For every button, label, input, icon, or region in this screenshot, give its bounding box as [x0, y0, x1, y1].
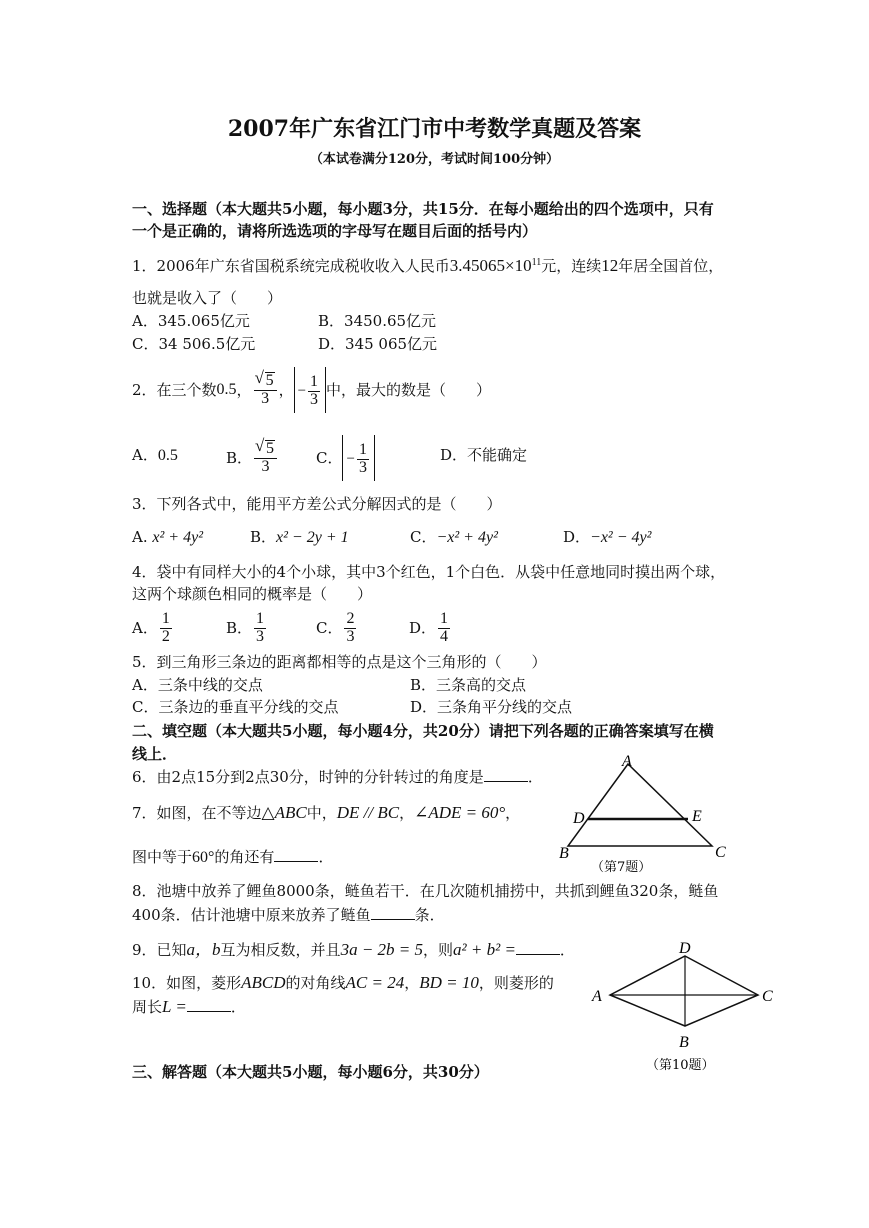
q2-option-c — [316, 432, 375, 484]
q5-option-d: D．三条角平分线的交点 — [410, 698, 573, 716]
q2-sqrt5-over-3 — [254, 372, 277, 408]
label-b: B — [679, 1034, 689, 1051]
q9-equation: 3a − 2b = 5 — [340, 940, 424, 959]
q2-minus: − — [297, 383, 307, 399]
label-e: E — [692, 808, 702, 825]
q2-stem — [132, 364, 491, 416]
section3-heading: 三、解答题（本大题共5小题，每小题6分，共30分） — [132, 1063, 489, 1081]
figure-10-caption: （第10题） — [646, 1058, 715, 1073]
q3-option-d — [563, 528, 651, 547]
q2-abs-numerator: 1 — [310, 372, 319, 390]
q10-bd: BD = 10 — [419, 973, 479, 992]
q4-option-c-den: 3 — [346, 627, 355, 645]
page-subtitle: （本试卷满分120分，考试时间100分钟） — [309, 152, 560, 167]
triangle-abc — [568, 764, 712, 846]
q2-option-d: D．不能确定 — [440, 446, 528, 464]
q7-parallel: DE // BC — [336, 803, 400, 822]
q8-line2-a: 400条．估计池塘中原来放养了鲢鱼 — [132, 906, 371, 924]
q10-text-c: ， — [404, 974, 420, 992]
q2-number-half: 0.5 — [216, 381, 237, 399]
q9-answer-blank[interactable] — [516, 942, 560, 955]
q9-expression: a² + b² = — [453, 940, 516, 959]
q4-option-b-num: 1 — [256, 609, 265, 627]
q5-option-b: B．三条高的交点 — [410, 676, 527, 694]
label-c: C — [762, 988, 773, 1005]
q4-option-d-num: 1 — [440, 609, 449, 627]
q4-option-d — [409, 604, 452, 652]
q4-option-c — [316, 604, 358, 652]
q2-option-a-value: 0.5 — [157, 447, 178, 464]
q2-option-b-label: B． — [226, 449, 253, 467]
q2-option-b-radicand: 5 — [266, 440, 275, 458]
q2-sqrt-denominator: 3 — [261, 390, 270, 407]
rhombus-abcd — [610, 956, 758, 1026]
q1-option-b: B．3450.65亿元 — [318, 312, 437, 330]
q1-line2: 也就是收入了（ ） — [132, 289, 283, 307]
page-title: 2007年广东省江门市中考数学真题及答案 — [227, 116, 642, 142]
label-c: C — [715, 844, 726, 861]
q6-text-b: ． — [527, 768, 543, 786]
q2-sep2: ， — [278, 381, 294, 399]
figure-7-caption: （第7题） — [591, 860, 652, 875]
label-a: A — [622, 753, 632, 770]
q4-option-a-label: A． — [132, 619, 158, 637]
q9-stem — [132, 940, 575, 960]
q2-option-a — [132, 446, 178, 465]
q1-option-c: C．34 506.5亿元 — [132, 335, 256, 353]
q4-option-b — [226, 604, 268, 652]
q1-exponent: 11 — [531, 257, 542, 268]
q3-option-a — [132, 528, 203, 547]
q2-option-b-denominator: 3 — [261, 458, 270, 475]
q1-option-d: D．345 065亿元 — [318, 335, 438, 353]
q7-triangle: △ABC — [261, 803, 307, 822]
figure-7-triangle — [555, 748, 735, 878]
q10-line2-b: ． — [230, 998, 246, 1016]
q3-stem: 3．下列各式中，能用平方差公式分解因式的是（ ） — [132, 495, 502, 513]
q1-option-a: A．345.065亿元 — [132, 312, 250, 330]
q10-ac: AC = 24 — [345, 973, 405, 992]
q3-option-d-label: D． — [563, 528, 591, 546]
q10-text-b: 的对角线 — [285, 974, 346, 992]
q6-stem — [132, 768, 543, 786]
q7-text-d: ， — [505, 804, 521, 822]
q7-answer-blank[interactable] — [274, 849, 318, 862]
q4-line1: 4．袋中有同样大小的4个小球，其中3个红色，1个白色．从袋中任意地同时摸出两个球， — [132, 563, 726, 581]
q3-option-b-expr: x² − 2y + 1 — [276, 529, 349, 546]
figure-10-rhombus — [588, 938, 788, 1078]
section2-heading-line2: 线上． — [132, 745, 178, 763]
q9-text-b: 互为相反数，并且 — [220, 941, 341, 959]
label-b: B — [559, 845, 569, 862]
q2-lead: 2．在三个数 — [132, 381, 217, 399]
q10-answer-blank[interactable] — [187, 999, 231, 1012]
q2-abs-neg-third — [294, 367, 326, 413]
q10-text-a: 10．如图，菱形 — [132, 974, 242, 992]
q2-option-a-label: A． — [132, 446, 158, 464]
q4-option-a-den: 2 — [161, 627, 170, 645]
q1-line1 — [132, 256, 723, 276]
q2-option-c-numerator: 1 — [358, 440, 367, 458]
q10-perimeter: L = — [162, 997, 187, 1016]
q4-option-d-den: 4 — [440, 627, 449, 645]
q3-option-c-label: C． — [410, 528, 437, 546]
q7-deg60: 60° — [192, 849, 215, 866]
q2-abs-denominator: 3 — [310, 390, 319, 408]
q9-text-d: ． — [559, 941, 575, 959]
q1-num12: 12 — [601, 256, 619, 275]
q4-option-b-label: B． — [226, 619, 253, 637]
q7-line1 — [132, 803, 520, 823]
q10-text-d: ，则菱形的 — [478, 974, 554, 992]
q7-line2-a: 图中等于 — [132, 848, 193, 866]
q1-text-a: 1．2006年广东省国税系统完成税收收入人民币 — [132, 257, 450, 275]
q3-option-a-label: A. — [132, 528, 148, 546]
q7-line2-c: ． — [318, 848, 334, 866]
q4-option-c-num: 2 — [346, 609, 355, 627]
q5-stem: 5．到三角形三条边的距离都相等的点是这个三角形的（ ） — [132, 653, 547, 671]
q4-option-b-den: 3 — [256, 627, 265, 645]
q2-tail: 中，最大的数是（ ） — [326, 381, 492, 399]
q4-option-c-label: C． — [316, 619, 343, 637]
q2-options — [132, 432, 692, 484]
q9-text-c: ，则 — [423, 941, 454, 959]
q4-option-a — [132, 604, 174, 652]
q10-line2 — [132, 997, 246, 1017]
q1-text-c: 年居全国首位， — [618, 257, 724, 275]
q1-text-b: 元，连续 — [541, 257, 602, 275]
label-d: D — [573, 810, 585, 827]
q7-text-c: ， — [399, 804, 415, 822]
q6-answer-blank[interactable] — [484, 769, 528, 782]
q8-line1: 8．池塘中放养了鲤鱼8000条，鲢鱼若干．在几次随机捕捞中，共抓到鲤鱼320条，鲢鱼 — [132, 882, 719, 900]
q9-text-a: 9．已知 — [132, 941, 187, 959]
q3-option-a-expr: x² + 4y² — [152, 529, 203, 546]
q2-sep1: ， — [236, 381, 252, 399]
q3-option-c — [410, 528, 498, 547]
q9-ab: a，b — [186, 940, 221, 959]
q10-line1 — [132, 973, 554, 993]
q7-text-a: 7．如图，在不等边 — [132, 804, 262, 822]
q3-option-d-expr: −x² − 4y² — [590, 529, 652, 546]
q7-line2-b: 的角还有 — [214, 848, 275, 866]
q3-option-b — [250, 528, 349, 547]
q5-option-a: A．三条中线的交点 — [132, 676, 263, 694]
q8-line2-b: 条． — [414, 906, 445, 924]
q7-text-b: 中， — [306, 804, 337, 822]
q4-options — [132, 604, 472, 652]
q2-option-b — [226, 432, 279, 484]
q8-line2 — [132, 906, 445, 924]
q2-option-c-minus: − — [346, 451, 355, 467]
q6-text-a: 6．由2点15分到2点30分，时钟的分针转过的角度是 — [132, 768, 484, 786]
q4-line2: 这两个球颜色相同的概率是（ ） — [132, 585, 373, 603]
q5-option-c: C．三条边的垂直平分线的交点 — [132, 698, 339, 716]
q7-angle: ∠ADE = 60° — [414, 803, 506, 822]
q8-answer-blank[interactable] — [371, 907, 415, 920]
q1-value: 3.45065×10 — [449, 256, 532, 275]
section2-heading-line1: 二、填空题（本大题共5小题，每小题4分，共20分）请把下列各题的正确答案填写在横 — [132, 722, 714, 740]
q10-abcd: ABCD — [241, 973, 286, 992]
q2-sqrt-radicand: 5 — [265, 372, 274, 390]
q4-option-d-label: D． — [409, 619, 437, 637]
q2-option-c-label: C． — [316, 449, 343, 467]
label-d: D — [679, 940, 691, 957]
q4-option-a-num: 1 — [161, 609, 170, 627]
label-a: A — [592, 988, 602, 1005]
section1-heading-line2: 一个是正确的，请将所选选项的字母写在题目后面的括号内） — [132, 222, 538, 240]
q10-line2-a: 周长 — [132, 998, 163, 1016]
section1-heading-line1: 一、选择题（本大题共5小题，每小题3分，共15分．在每小题给出的四个选项中，只有 — [132, 200, 714, 218]
q3-option-c-expr: −x² + 4y² — [436, 529, 498, 546]
q2-option-c-denominator: 3 — [358, 458, 367, 476]
q7-line2 — [132, 848, 333, 867]
q3-option-b-label: B． — [250, 528, 277, 546]
